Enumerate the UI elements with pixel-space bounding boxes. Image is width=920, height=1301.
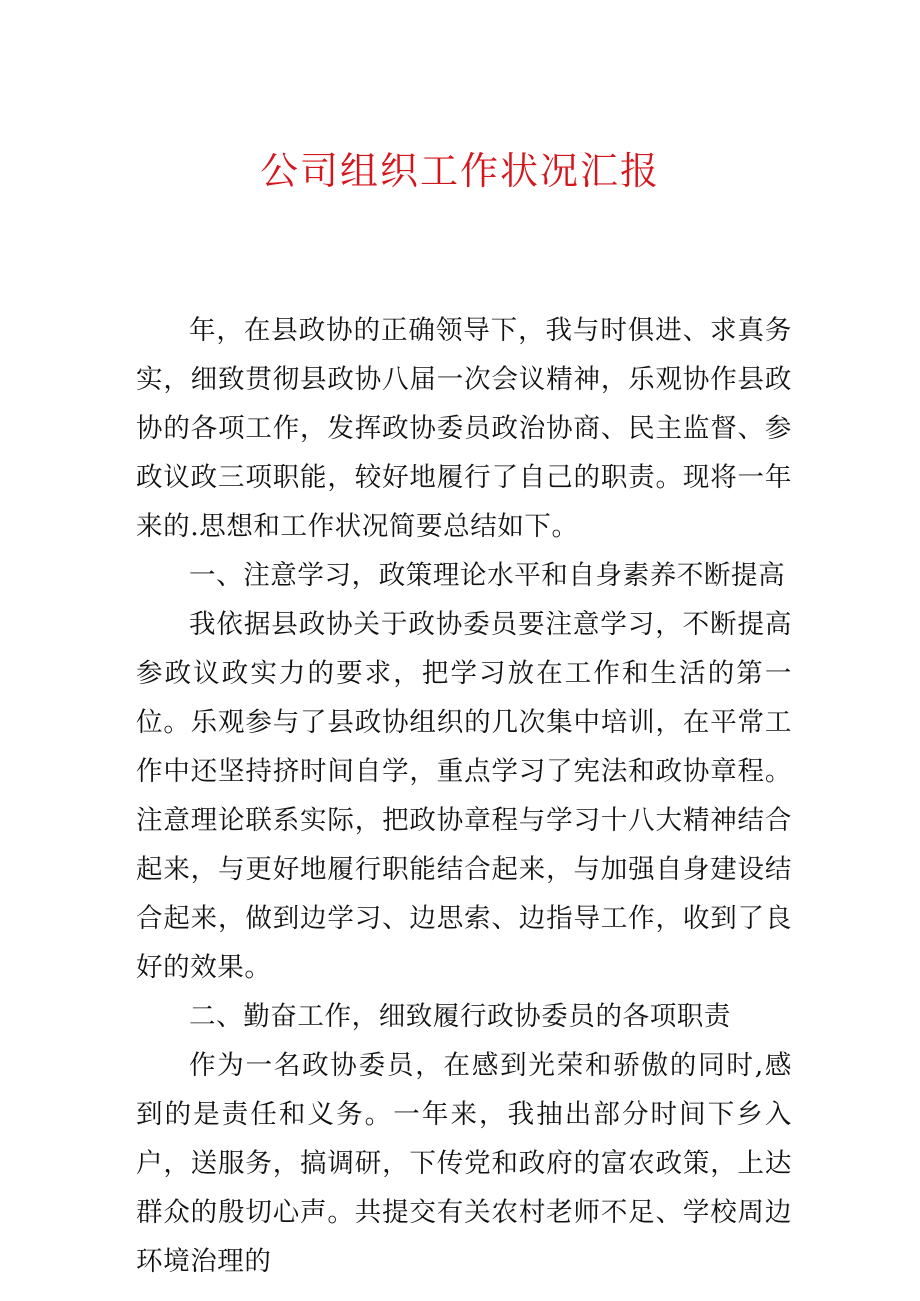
section-heading-2: 二、勤奋工作，细致履行政协委员的各项职责 xyxy=(189,1001,731,1032)
paragraph-intro: 年，在县政协的正确领导下，我与时俱进、求真务实，细致贯彻县政协八届一次会议精神，乐观协作县政协的各项工作，发挥政协委员政治协商、民主监督、参政议政三项职能，较好地履行了自己的职责。现将一年来的.思想和工作状况简要总结如下。 xyxy=(136,315,792,542)
document-body xyxy=(136,306,792,1286)
paragraph-duties: 作为一名政协委员，在感到光荣和骄傲的同时,感到的是责任和义务。一年来，我抽出部分时间下乡入户，送服务，搞调研，下传党和政府的富农政策，上达群众的殷切心声。共提交有关农村老师不足、学校周边环境治理的 xyxy=(136,1050,792,1277)
section-heading-1: 一、注意学习，政策理论水平和自身素养不断提高 xyxy=(189,560,786,591)
document-title: 公司组织工作状况汇报 xyxy=(259,149,660,193)
paragraph-study: 我依据县政协关于政协委员要注意学习，不断提高参政议政实力的要求，把学习放在工作和生活的第一位。乐观参与了县政协组织的几次集中培训，在平常工作中还坚持挤时间自学，重点学习了宪法和政协章程。注意理论联系实际，把政协章程与学习十八大精神结合起来，与更好地履行职能结合起来，与加强自身建设结合起来，做到边学习、边思索、边指导工作，收到了良好的效果。 xyxy=(136,609,792,983)
